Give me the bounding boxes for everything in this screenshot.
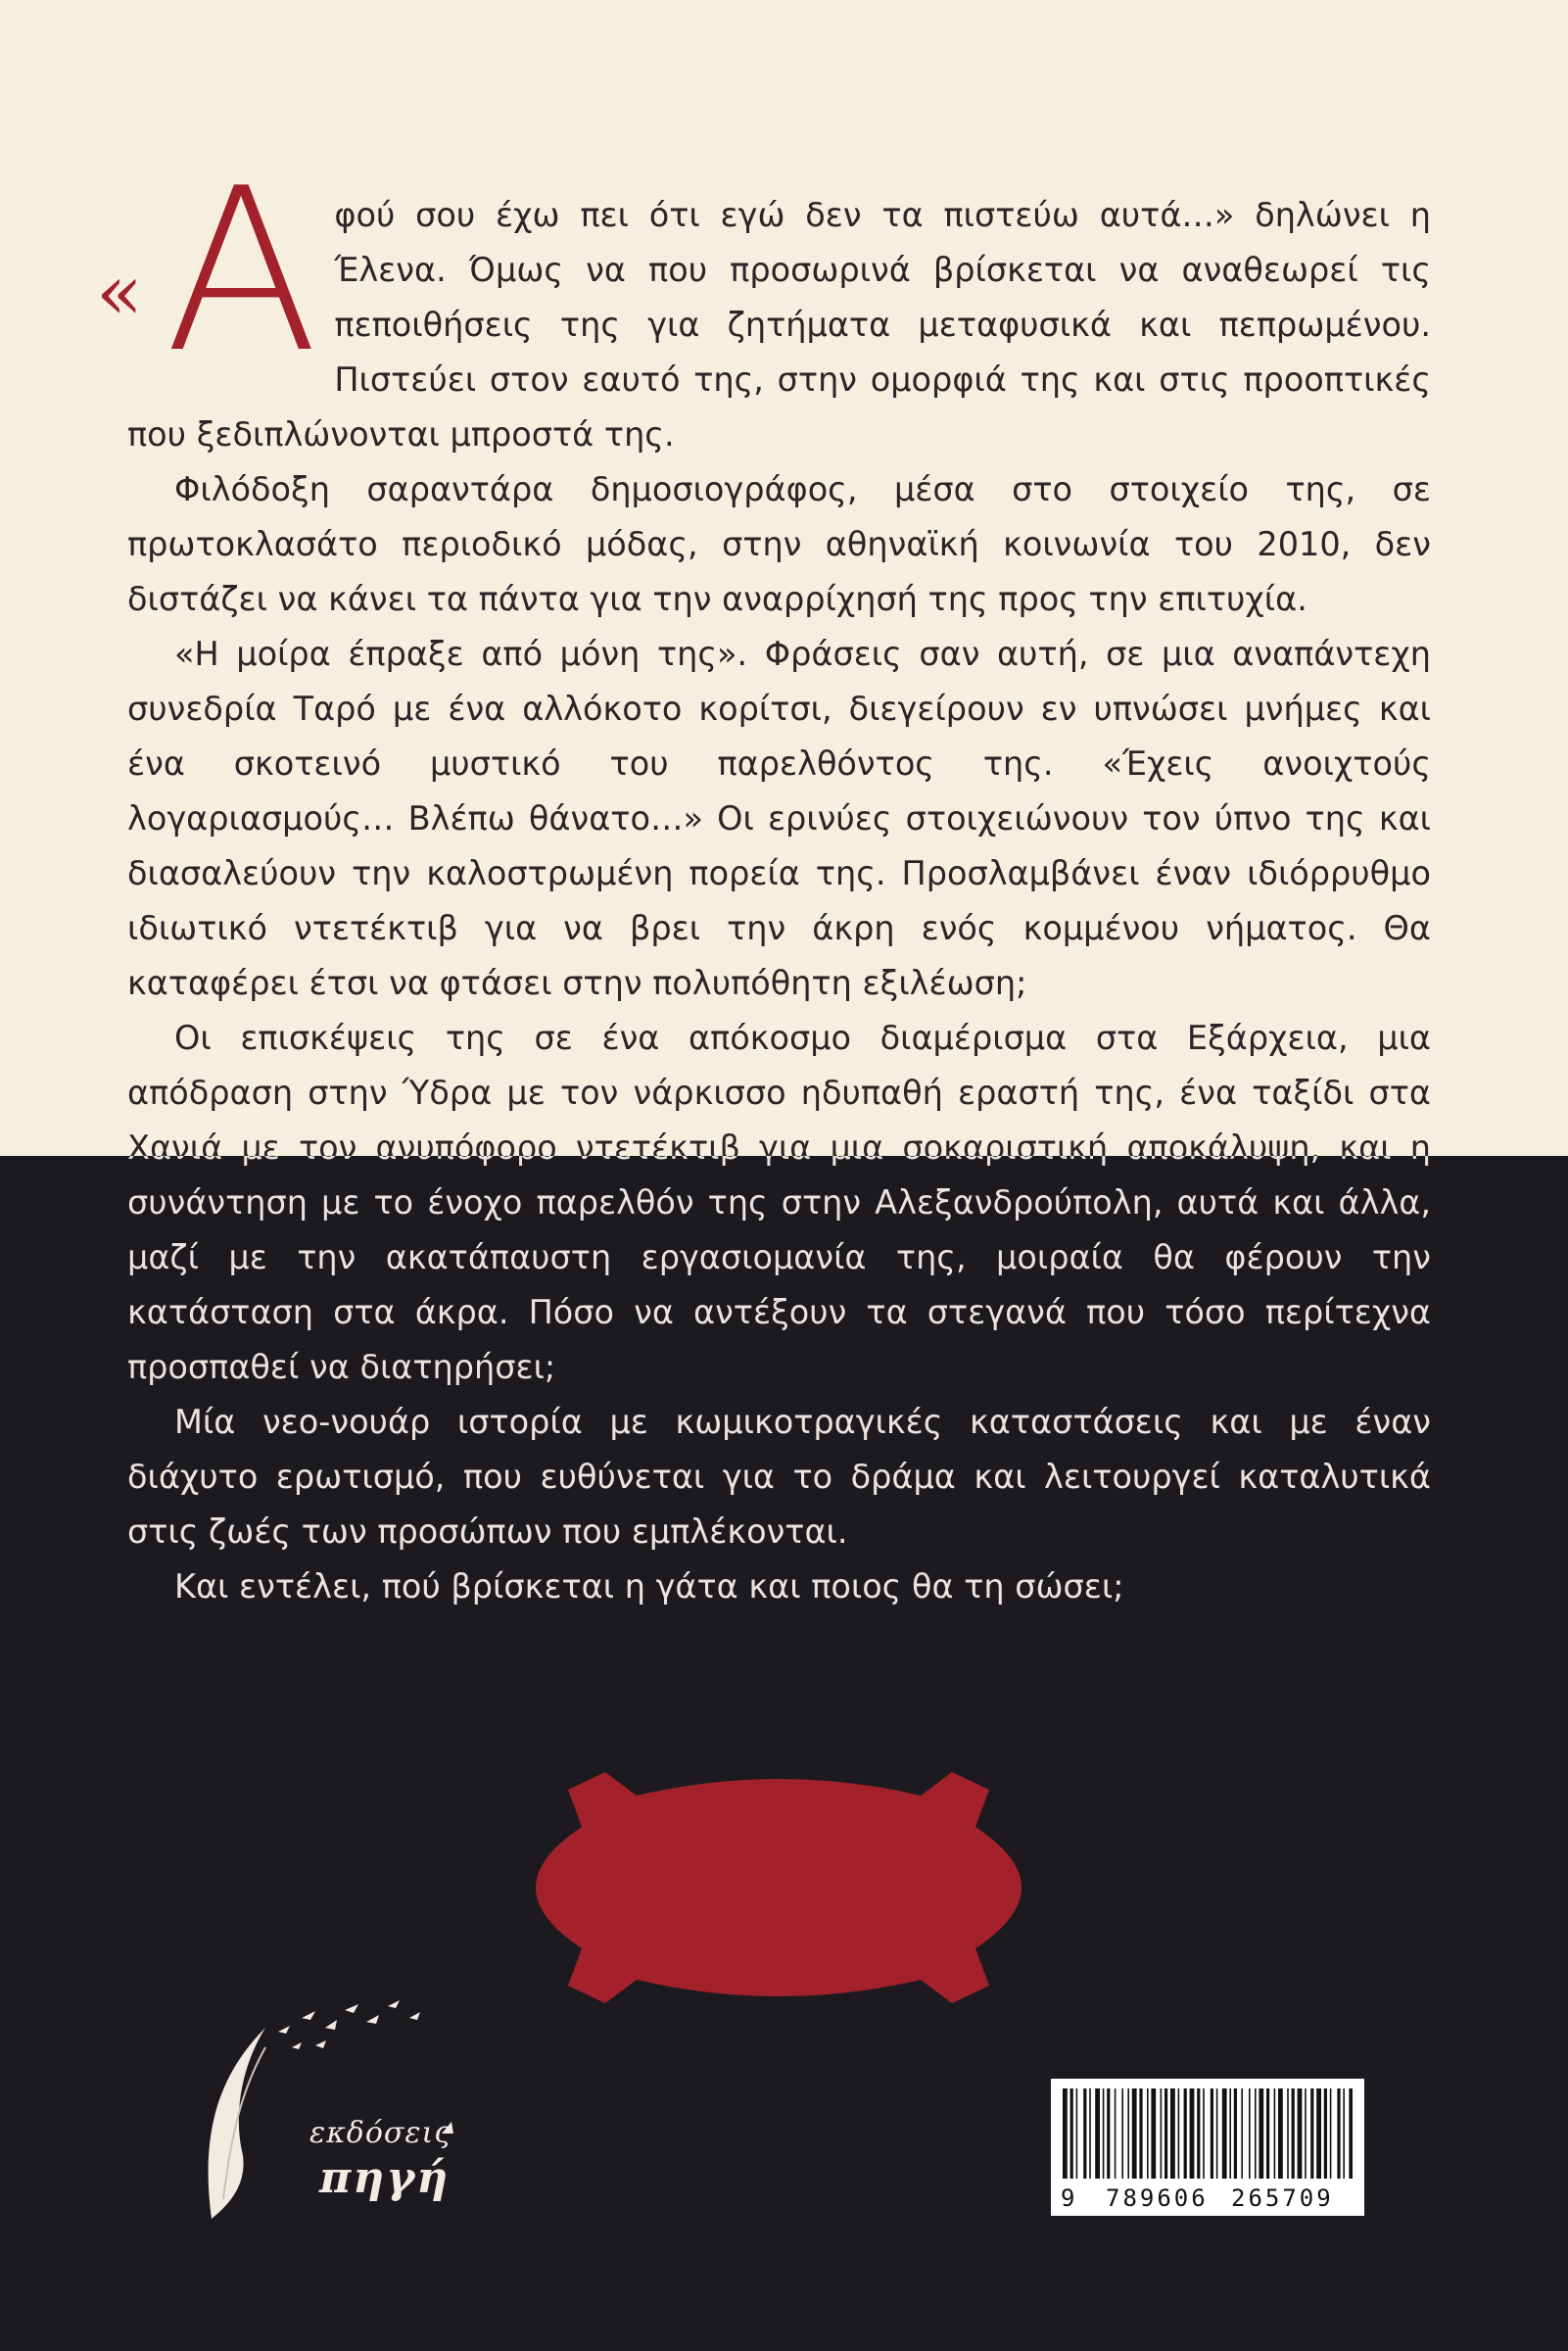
blurb-paragraph-3: «Η μοίρα έπραξε από μόνη της». Φράσεις σαν αυτή, σε μια αναπάντεχη συνεδρία Ταρό με ένα αλλόκοτο κορίτσι, διεγείρουν εν υπνώσει μνήμες και ένα σκοτεινό μυστικό του παρελθόντος της. «Έχεις ανοιχτούς λογαριασμούς… Βλέπω θάνατο…» Οι ερινύες στοιχειώνουν τον ύπνο της και διασαλεύουν την καλοστρωμένη πορεία της. Προσλαμβάνει έναν ιδιόρρυθμο ιδιωτικό ντετέκτιβ για να βρει την άκρη ενός κομμένου νήματος. Θα καταφέρει έτσι να φτάσει στην πολυπόθητη εξιλέωση; bbox=[127, 635, 1431, 1002]
barcode-bar bbox=[1070, 2088, 1073, 2179]
red-emblem-badge bbox=[490, 1770, 1068, 2005]
barcode-bar bbox=[1132, 2088, 1137, 2179]
barcode-bar bbox=[1115, 2088, 1117, 2179]
publisher-name-line2: πηγή bbox=[319, 2153, 451, 2203]
barcode-bar bbox=[1107, 2088, 1110, 2179]
barcode-lead-digit: 9 bbox=[1061, 2184, 1075, 2212]
barcode-bar bbox=[1147, 2088, 1149, 2179]
barcode-bar bbox=[1349, 2088, 1353, 2179]
barcode-bar bbox=[1305, 2088, 1307, 2179]
barcode-group-1: 789606 bbox=[1106, 2184, 1209, 2212]
barcode-bar bbox=[1343, 2088, 1345, 2179]
barcode-bar bbox=[1278, 2088, 1283, 2179]
publisher-name-line1: εκδόσεις bbox=[309, 2116, 452, 2150]
barcode-bar bbox=[1184, 2088, 1187, 2179]
barcode-bar bbox=[1234, 2088, 1237, 2179]
barcode-bar bbox=[1203, 2088, 1205, 2179]
barcode-bar bbox=[1164, 2088, 1167, 2179]
barcode-bar bbox=[1259, 2088, 1263, 2179]
barcode-bar bbox=[1103, 2088, 1105, 2179]
barcode-bar bbox=[1298, 2088, 1303, 2179]
blurb-paragraph-1-text: φού σου έχω πει ότι εγώ δεν τα πιστεύω αυτά…» δηλώνει η Έλενα. Όμως να που προσωρινά βρίσκεται να αναθεωρεί τις πεποιθήσεις της για ζητήματα μεταφυσικά και πεπρωμένου. Πιστεύει στον εαυτό της, στην ομορφιά της και στις προοπτικές που ξεδιπλώνονται μπροστά της. bbox=[127, 196, 1431, 454]
barcode-bar bbox=[1063, 2088, 1068, 2179]
barcode-bar bbox=[1316, 2088, 1321, 2179]
barcode-bar bbox=[1287, 2088, 1289, 2179]
barcode-bar bbox=[1330, 2088, 1332, 2179]
barcode-bar bbox=[1211, 2088, 1213, 2179]
first-paragraph-wrap bbox=[96, 141, 1431, 462]
barcode-bar bbox=[1222, 2088, 1227, 2179]
barcode-bar bbox=[1249, 2088, 1251, 2179]
barcode-bar bbox=[1216, 2088, 1218, 2179]
barcode-bar bbox=[1197, 2088, 1200, 2179]
barcode-bar bbox=[1089, 2088, 1091, 2179]
barcode-bar bbox=[1266, 2088, 1269, 2179]
barcode-bar bbox=[1127, 2088, 1129, 2179]
publisher-logo bbox=[172, 1989, 505, 2224]
blurb-paragraph-1 bbox=[127, 141, 1431, 462]
barcode-bar bbox=[1337, 2088, 1340, 2179]
barcode-bar bbox=[1190, 2088, 1195, 2179]
barcode-bar bbox=[1161, 2088, 1163, 2179]
barcode-bar bbox=[1151, 2088, 1156, 2179]
barcode-bar bbox=[1178, 2088, 1180, 2179]
barcode-bar bbox=[1170, 2088, 1175, 2179]
barcode-bar bbox=[1310, 2088, 1313, 2179]
barcode-bar bbox=[1083, 2088, 1086, 2179]
drop-cap-letter: Α bbox=[165, 141, 319, 403]
blurb-paragraph-5: Μία νεο-νουάρ ιστορία με κωμικοτραγικές καταστάσεις και με έναν διάχυτο ερωτισμό, που ευθύνεται για το δράμα και λειτουργεί καταλυτικά στις ζωές των προσώπων που εμπλέκονται. bbox=[127, 1403, 1431, 1551]
blurb-paragraph-4: Οι επισκέψεις της σε ένα απόκοσμο διαμέρισμα στα Εξάρχεια, μια απόδραση στην Ύδρα με τον νάρκισσο ηδυπαθή εραστή της, ένα ταξίδι στα Χανιά με τον ανυπόφορο ντετέκτιβ για μια σοκαριστική αποκάλυψη, και η συνάντηση με το ένοχο παρελθόν της στην Αλεξανδρούπολη, αυτά και άλλα, μαζί με την ακατάπαυστη εργασιομανία της, μοιραία θα φέρουν την κατάσταση στα άκρα. Πόσο να αντέξουν τα στεγανά που τόσο περίτεχνα προσπαθεί να διατηρήσει; bbox=[127, 1011, 1431, 1395]
barcode-bar bbox=[1121, 2088, 1123, 2179]
blurb-paragraph-2: Φιλόδοξη σαραντάρα δημοσιογράφος, μέσα στο στοιχείο της, σε πρωτοκλασάτο περιοδικό μόδας, στην αθηναϊκή κοινωνία του 2010, δεν διστάζει να κάνει τα πάντα για την αναρρίχησή της προς την επιτυχία. bbox=[127, 470, 1431, 618]
barcode-bar bbox=[1274, 2088, 1276, 2179]
isbn-barcode bbox=[1051, 2079, 1364, 2216]
barcode-bar bbox=[1095, 2088, 1100, 2179]
barcode-bar bbox=[1241, 2088, 1243, 2179]
barcode-bar bbox=[1076, 2088, 1078, 2179]
barcode-digits bbox=[1051, 2181, 1364, 2214]
barcode-bar bbox=[1292, 2088, 1295, 2179]
blurb-text bbox=[96, 141, 1431, 1614]
barcode-bar bbox=[1324, 2088, 1327, 2179]
barcode-bar bbox=[1255, 2088, 1257, 2179]
barcode-bar bbox=[1229, 2088, 1231, 2179]
barcode-group-2: 265709 bbox=[1231, 2184, 1334, 2212]
opening-quote-mark: « bbox=[96, 249, 143, 337]
blurb-paragraph-6: Και εντέλει, πού βρίσκεται η γάτα και ποιος θα τη σώσει; bbox=[174, 1567, 1124, 1606]
barcode-bar bbox=[1139, 2088, 1142, 2179]
barcode-bars bbox=[1063, 2088, 1353, 2179]
